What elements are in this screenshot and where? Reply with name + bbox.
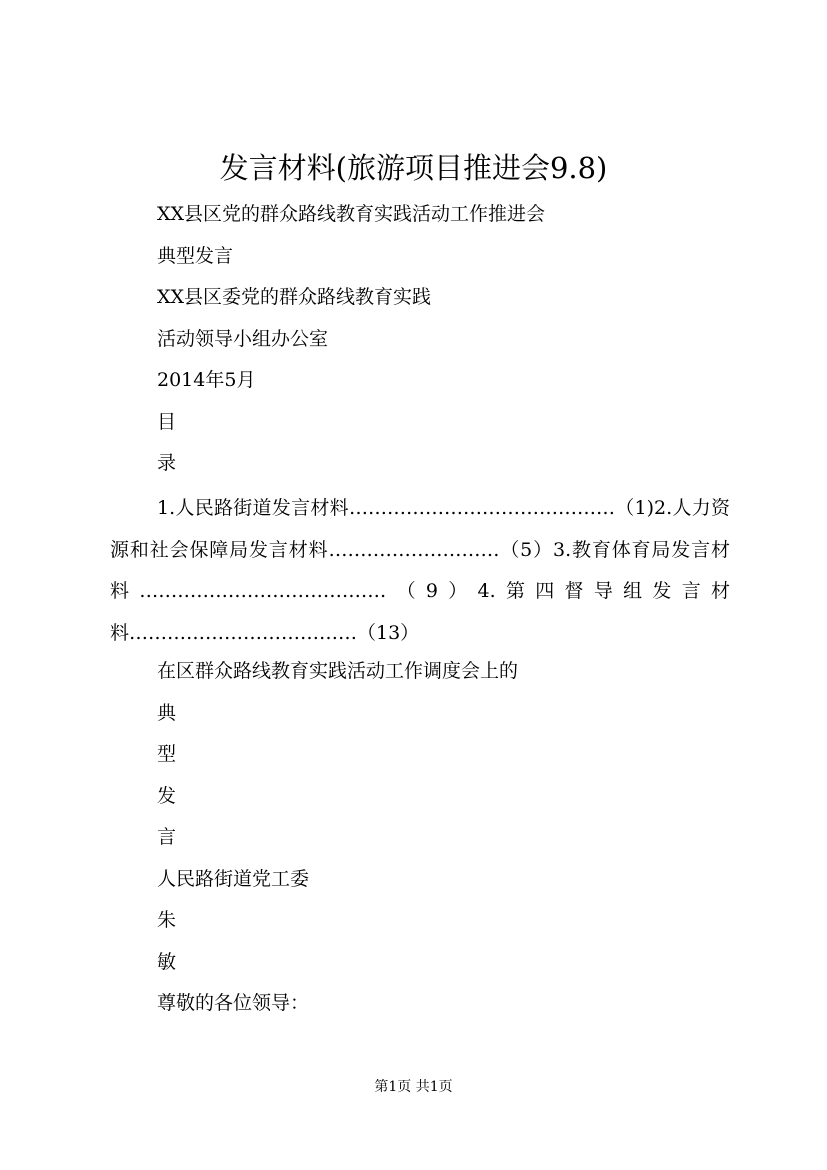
toc-item: 2.人力资源和社会保障局发言材料………………………（5） [110,497,730,561]
issuer-line-2: 活动领导小组办公室 [157,328,329,350]
document-title: 发言材料(旅游项目推进会9.8) [219,151,608,185]
issuer-line-1: XX县区委党的群众路线教育实践 [157,286,432,308]
salutation: 尊敬的各位领导： [157,992,310,1014]
toc-item: 1.人民路街道发言材料……………………………………（1) [157,497,655,519]
speech-heading-char: 言 [157,826,177,848]
date-line: 2014年5月 [157,369,256,391]
speech-heading-char: 型 [157,743,177,765]
page-number: 第1页 共1页 [374,1079,453,1095]
meeting-name-line: XX县区党的群众路线教育实践活动工作推进会 [157,203,546,225]
toc-item: 4.第四督导组发言材料………………………………（13） [110,580,730,644]
speaker-name-char: 朱 [157,909,177,931]
table-of-contents [110,488,730,654]
speech-heading-char: 典 [157,702,177,724]
typical-speech-label: 典型发言 [157,245,234,267]
contents-heading-2: 录 [157,452,177,474]
speaker-organization: 人民路街道党工委 [157,868,310,890]
contents-heading-1: 目 [157,411,177,433]
speaker-name-char: 敏 [157,951,177,973]
speech-heading-line: 在区群众路线教育实践活动工作调度会上的 [157,660,519,682]
toc-item: 3.教育体育局发言材料…………………………………（9） [110,538,730,602]
speech-heading-char: 发 [157,785,177,807]
